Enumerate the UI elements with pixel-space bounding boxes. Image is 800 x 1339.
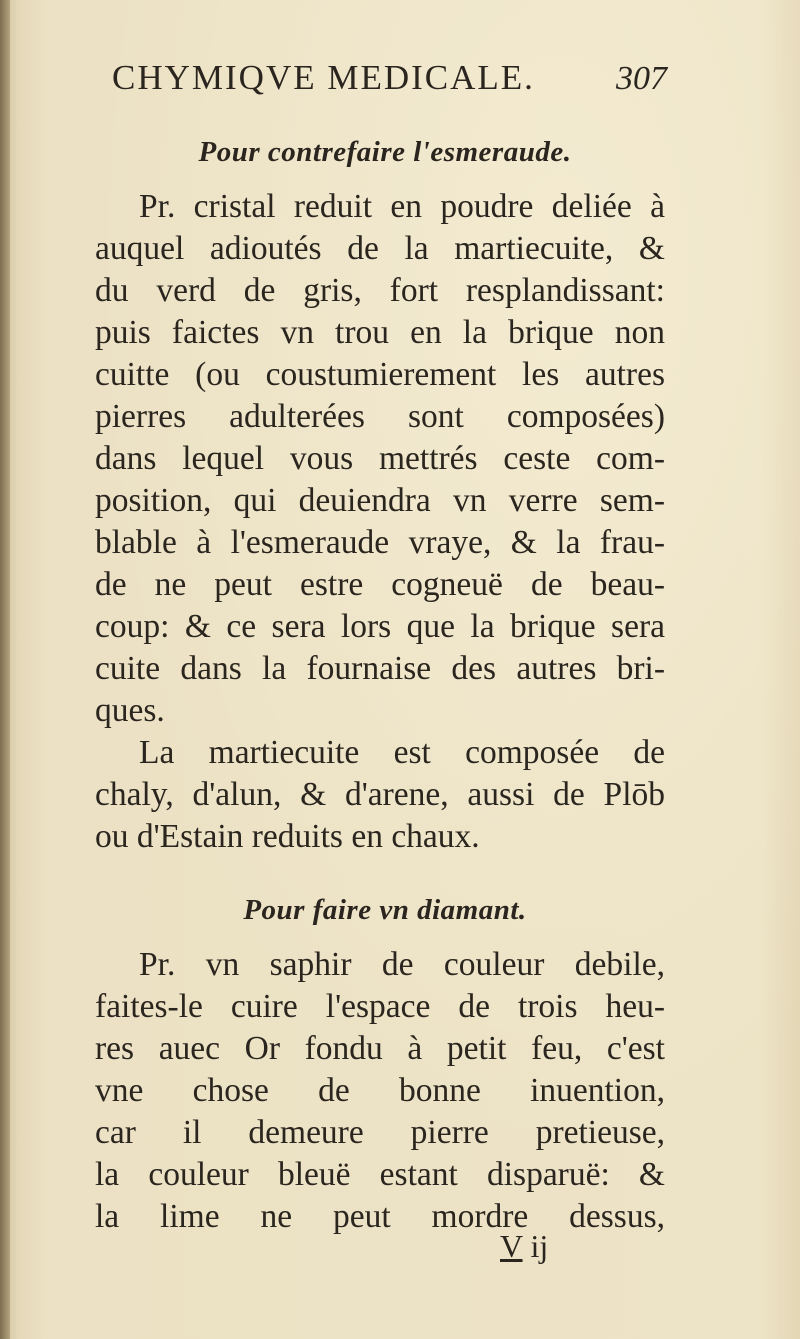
- text-line: dans lequel vous mettrés ceste com-: [95, 440, 665, 477]
- text-line: pierres adulterées sont composées): [95, 398, 665, 435]
- text-line: res auec Or fondu à petit feu, c'est: [95, 1030, 665, 1067]
- text-line: La martiecuite est composée de: [139, 734, 665, 771]
- text-line: Pr. cristal reduit en poudre deliée à: [139, 188, 665, 225]
- text-line: de ne peut estre cogneuë de beau-: [95, 566, 665, 603]
- text-line: la lime ne peut mordre dessus,: [95, 1198, 665, 1235]
- running-title: CHYMIQVE MEDICALE.: [112, 58, 535, 97]
- signature-letter: V: [500, 1228, 523, 1264]
- text-line: car il demeure pierre pretieuse,: [95, 1114, 665, 1151]
- section-heading-diamond: Pour faire vn diamant.: [243, 894, 527, 926]
- text-line: ques.: [95, 692, 165, 729]
- text-line: cuitte (ou coustumierement les autres: [95, 356, 665, 393]
- text-line: blable à l'esmeraude vraye, & la frau-: [95, 524, 665, 561]
- text-line: puis faictes vn trou en la brique non: [95, 314, 665, 351]
- text-line: cuite dans la fournaise des autres bri-: [95, 650, 665, 687]
- text-line: la couleur bleuë estant disparuë: &: [95, 1156, 665, 1193]
- signature-number: ij: [530, 1228, 549, 1264]
- text-line: faites-le cuire l'espace de trois heu-: [95, 988, 665, 1025]
- text-line: Pr. vn saphir de couleur debile,: [139, 946, 665, 983]
- signature-mark: [500, 1228, 620, 1272]
- binding-gutter: [0, 0, 10, 1339]
- section-heading-emerald: Pour contrefaire l'esmeraude.: [198, 136, 572, 168]
- text-line: chaly, d'alun, & d'arene, aussi de Plōb: [95, 776, 665, 813]
- text-line: auquel adioutés de la martiecuite, &: [95, 230, 665, 267]
- text-line: coup: & ce sera lors que la brique sera: [95, 608, 665, 645]
- running-header: [112, 58, 667, 106]
- text-line: ou d'Estain reduits en chaux.: [95, 818, 480, 855]
- text-line: position, qui deuiendra vn verre sem-: [95, 482, 665, 519]
- page-number: 307: [616, 60, 667, 97]
- text-line: vne chose de bonne inuention,: [95, 1072, 665, 1109]
- text-line: du verd de gris, fort resplandissant:: [95, 272, 665, 309]
